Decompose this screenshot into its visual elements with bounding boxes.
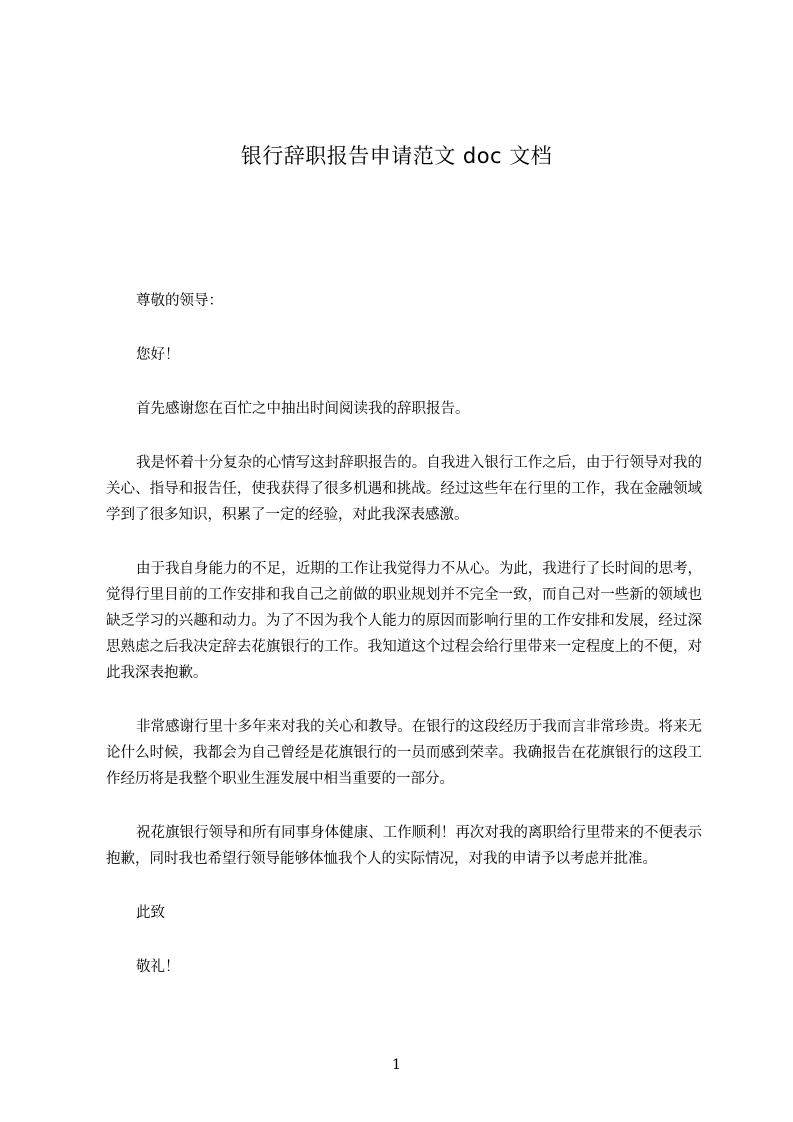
paragraph-thanks: 首先感谢您在百忙之中抽出时间阅读我的辞职报告。: [136, 401, 470, 417]
closing-line-1: 此致: [136, 905, 165, 921]
closing-line-2: 敬礼！: [136, 959, 180, 975]
page-number: 1: [392, 1057, 401, 1073]
paragraph-reason: 由于我自身能力的不足，近期的工作让我觉得力不从心。为此，我进行了长时间的思考，觉得行里目前的工作安排和我自己之前做的职业规划并不完全一致，而自己对一些新的领域也缺乏学习的兴趣和动力。为了不因为我个人能力的原因而影响行里的工作安排和发展，经过深思熟虑之后我决定辞去花旗银行的工作。我知道这个过程会给行里带来一定程度上的不便，对此我深表抱歉。: [106, 561, 702, 681]
document-body: [106, 288, 702, 1008]
paragraph-gratitude: 非常感谢行里十多年来对我的关心和教导。在银行的这段经历于我而言非常珍贵。将来无论什么时候，我都会为自己曾经是花旗银行的一员而感到荣幸。我确报告在花旗银行的这段工作经历将是我整个职业生涯发展中相当重要的一部分。: [106, 719, 702, 787]
document-title: 银行辞职报告申请范文 doc 文档: [240, 144, 553, 168]
salutation: 尊敬的领导：: [136, 293, 223, 309]
greeting: 您好！: [136, 347, 180, 363]
paragraph-feelings: 我是怀着十分复杂的心情写这封辞职报告的。自我进入银行工作之后，由于行领导对我的关心、指导和报告任，使我获得了很多机遇和挑战。经过这些年在行里的工作，我在金融领域学到了很多知识，积累了一定的经验，对此我深表感激。: [106, 455, 702, 523]
paragraph-wishes: 祝花旗银行领导和所有同事身体健康、工作顺利！再次对我的离职给行里带来的不便表示抱歉，同时我也希望行领导能够体恤我个人的实际情况，对我的申请予以考虑并批准。: [106, 825, 702, 867]
